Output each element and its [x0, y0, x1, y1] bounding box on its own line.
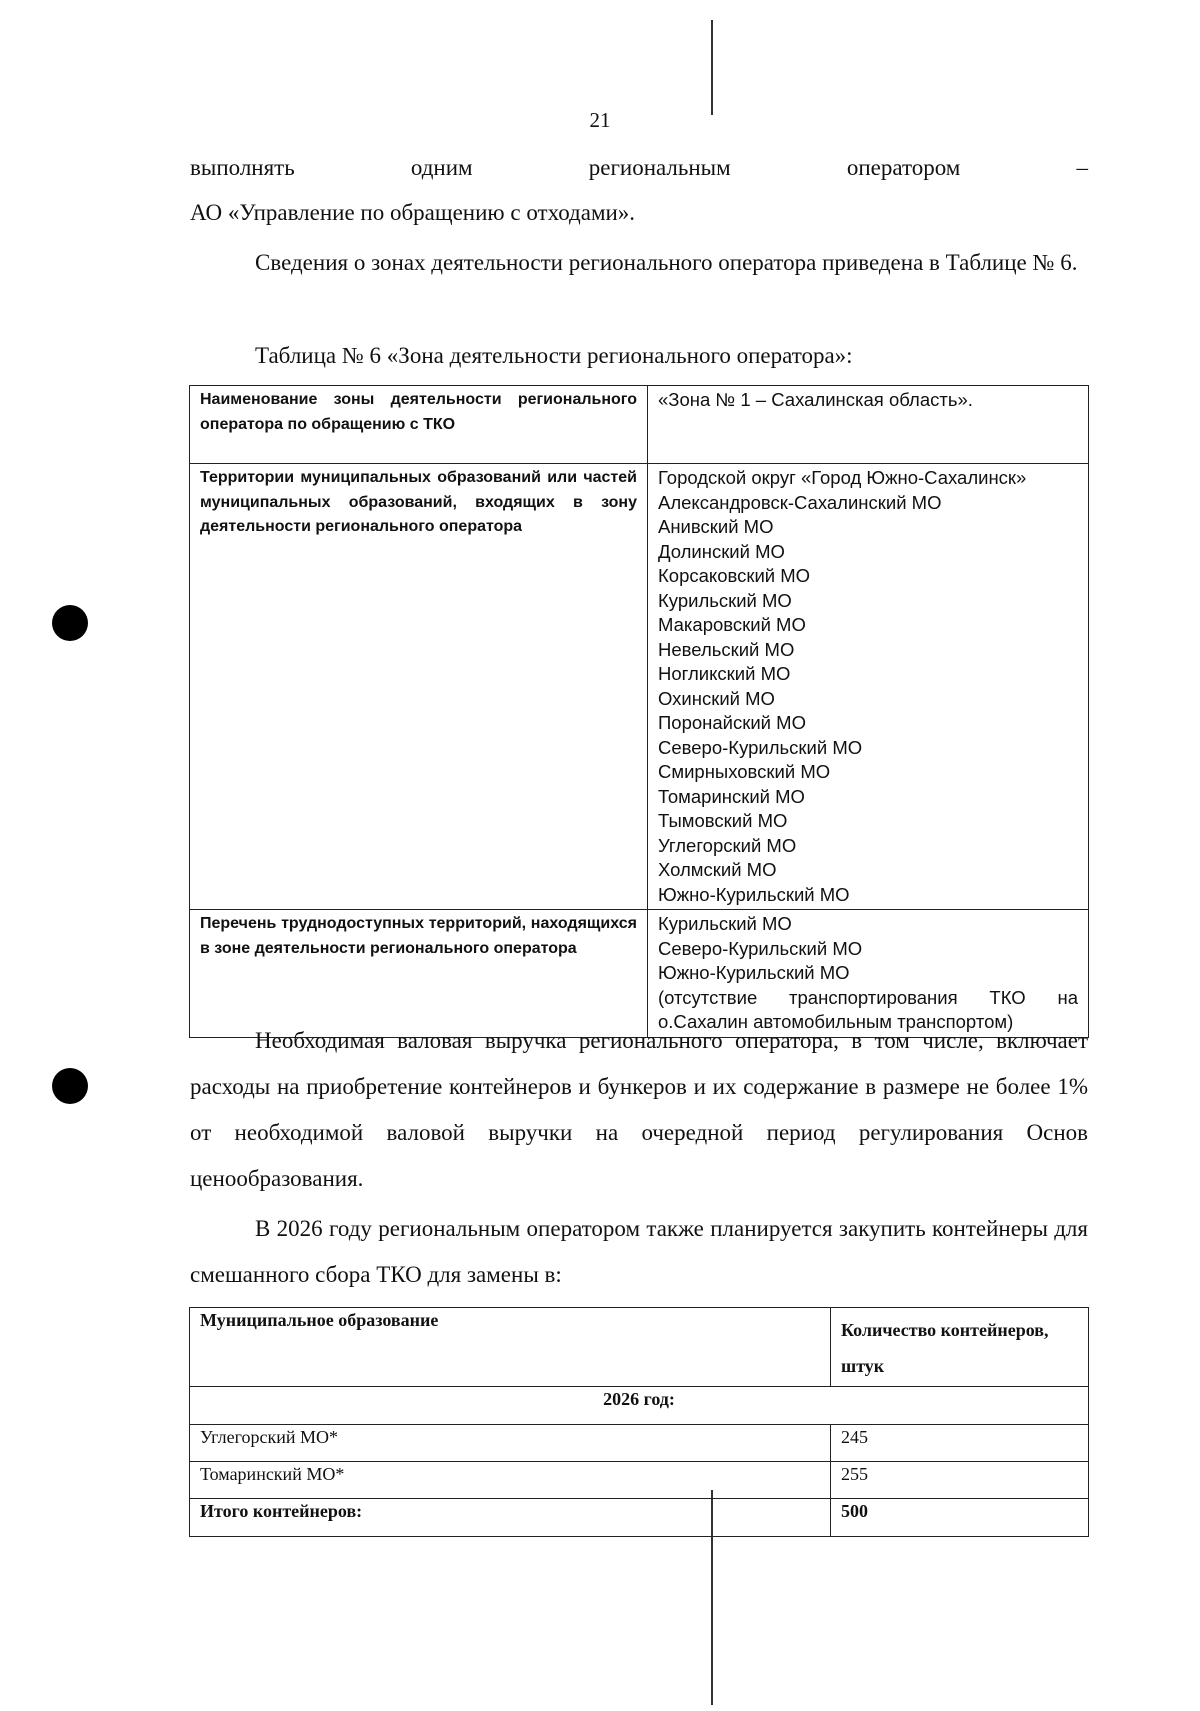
header-quantity: Количество контейнеров, штук	[831, 1308, 1089, 1387]
territory-item: Ногликский МО	[658, 663, 791, 684]
municipality-cell: Томаринский МО*	[190, 1462, 831, 1499]
territory-item: Макаровский МО	[658, 614, 806, 635]
zone-name-value: «Зона № 1 – Сахалинская область».	[648, 386, 1089, 464]
fold-mark-top	[711, 20, 713, 115]
hard-to-reach-note-line-1: (отсутствие транспортирования ТКО на	[658, 986, 1078, 1008]
zone-name-label: Наименование зоны деятельности регионального оператора по обращению с ТКО	[190, 386, 648, 464]
containers-table	[189, 1307, 1089, 1537]
punch-hole-lower	[52, 1068, 88, 1104]
zone-table-row	[190, 464, 1089, 910]
territory-item: Невельский МО	[658, 638, 795, 660]
zone-table-row	[190, 386, 1089, 464]
territory-item: Томаринский МО	[658, 785, 805, 807]
quantity-cell: 255	[831, 1462, 1089, 1499]
paragraph-1-line-1: выполнять одним региональным оператором –	[190, 155, 1088, 180]
paragraph-3: Необходимая валовая выручка регионального оператора, в том числе, включает расходы на приобретение контейнеров и бункеров и их содержание в размере не более 1% от необходимой валовой выручки на очередной период регулирования Основ ценообразования.	[190, 1028, 1088, 1191]
punch-hole-upper	[52, 605, 88, 641]
territory-item: Смирныховский МО	[658, 761, 831, 782]
table-6-caption: Таблица № 6 «Зона деятельности регионального оператора»:	[255, 343, 853, 368]
territory-item: Корсаковский МО	[658, 565, 811, 586]
municipality-cell: Углегорский МО*	[190, 1425, 831, 1462]
territory-item: Углегорский МО	[658, 834, 797, 856]
year-row	[190, 1387, 1089, 1425]
zone-table	[189, 385, 1089, 1038]
hard-to-reach-item: Южно-Курильский МО	[658, 962, 850, 983]
table-row	[190, 1425, 1089, 1462]
hard-to-reach-label: Перечень труднодоступных территорий, находящихся в зоне деятельности регионального оператора	[190, 910, 648, 1038]
territory-item: Долинский МО	[658, 540, 785, 562]
territory-item: Городской округ «Город Южно-Сахалинск»	[658, 467, 1027, 488]
paragraph-1-line-2: АО «Управление по обращению с отходами».	[190, 200, 636, 225]
total-value: 500	[831, 1499, 1089, 1537]
year-label: 2026 год:	[190, 1387, 1089, 1425]
hard-to-reach-note-line-2: о.Сахалин автомобильным транспортом)	[658, 1011, 1014, 1032]
territory-item: Северо-Курильский МО	[658, 736, 863, 758]
territory-item: Охинский МО	[658, 687, 775, 709]
total-row	[190, 1499, 1089, 1537]
territories-label: Территории муниципальных образований или частей муниципальных образований, входящих в зону деятельности регионального оператора	[190, 464, 648, 910]
territory-item: Холмский МО	[658, 859, 777, 880]
hard-to-reach-item: Северо-Курильский МО	[658, 937, 863, 959]
containers-table-header	[190, 1308, 1089, 1387]
territory-item: Тымовский МО	[658, 810, 788, 831]
quantity-cell: 245	[831, 1425, 1089, 1462]
table-row	[190, 1462, 1089, 1499]
total-label: Итого контейнеров:	[190, 1499, 831, 1537]
territories-list	[648, 464, 1089, 910]
hard-to-reach-item: Курильский МО	[658, 913, 792, 934]
page-number: 21	[589, 108, 611, 132]
territory-item: Анивский МО	[658, 516, 774, 537]
territory-item: Поронайский МО	[658, 712, 806, 733]
paragraph-4: В 2026 году региональным оператором также планируется закупить контейнеры для смешанного сбора ТКО для замены в:	[190, 1216, 1088, 1287]
territory-item: Александровск-Сахалинский МО	[658, 491, 942, 513]
territory-item: Курильский МО	[658, 589, 792, 611]
paragraph-2: Сведения о зонах деятельности регионального оператора приведена в Таблице № 6.	[255, 250, 1078, 275]
header-municipality: Муниципальное образование	[190, 1308, 831, 1387]
territory-item: Южно-Курильский МО	[658, 883, 850, 905]
